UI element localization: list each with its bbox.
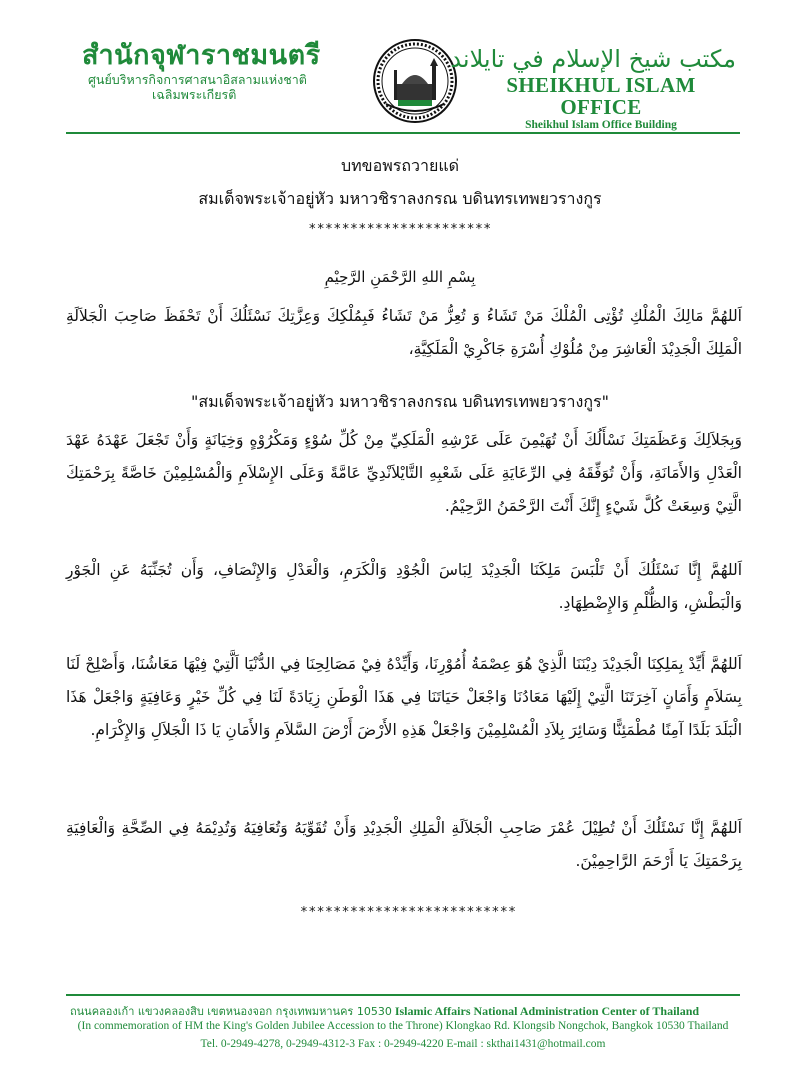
header-divider bbox=[66, 132, 740, 134]
footer-center-name: Islamic Affairs National Administration Center of Thailand bbox=[394, 1004, 700, 1018]
english-office-title: SHEIKHUL ISLAM OFFICE bbox=[506, 73, 696, 119]
prayer-paragraph-1: اَللهُمَّ مَالِكَ الْمُلْكِ تُؤْتِى الْمُلْكَ مَنْ تَشَاءُ وَ تُعِزُّ مَنْ تَشَاءُ فَبِمُلْكِكَ وَعِزَّتِكَ نَسْئَلُكَ أَنْ تَحْفَظَ صَاحِبَ الْجَلاَلَةِ الْمَلِكَ الْجَدِيْدَ الْعَاشِرَ مِنْ مُلُوْكِ أُسْرَةِ جَاكْرِيْ الْمَلَكِيَّةِ، bbox=[66, 307, 742, 358]
thai-letterhead bbox=[82, 40, 372, 102]
thai-office-subtitle-2: เฉลิมพระเกียรติ bbox=[152, 87, 237, 102]
arabic-office-title: مكتب شيخ الإسلام في تايلاند bbox=[450, 45, 736, 73]
king-name-line: "สมเด็จพระเจ้าอยู่หัว มหาวชิราลงกรณ บดินทรเทพยวรางกูร" bbox=[191, 392, 609, 411]
stars-divider-bottom: ************************** bbox=[300, 905, 517, 920]
footer-commemoration: (In commemoration of HM the King's Golden Jubilee Accession to the Throne) Klongkao Rd. Klongsib Nongchok, Bangkok 10530 Thailand bbox=[77, 1020, 729, 1032]
prayer-paragraph-5: اَللهُمَّ إِنَّا نَسْئَلُكَ أَنْ تُطِيْلَ عُمْرَ صَاحِبِ الْجَلاَلَةِ الْمَلِكِ الْجَدِيْدِ وَأَنْ تُقَوِّيَهُ وَتُعَافِيَهُ وَتُدِيْمَهُ فِي الصِّحَّةِ وَالْعَافِيَةِ بِرَحْمَتِكَ يَا أَرْحَمَ الرَّاحِمِيْنَ. bbox=[66, 819, 742, 870]
arabic-english-letterhead bbox=[450, 44, 736, 132]
mosque-seal-icon bbox=[372, 38, 458, 124]
footer-address-line bbox=[70, 1002, 736, 1020]
prayer-paragraph-3: اَللهُمَّ إِنَّا نَسْئَلُكَ أَنْ تَلْبَسَ مَلِكَنَا الْجَدِيْدَ لِبَاسَ الْجُوْدِ وَالْكَرَمِ، وَالْعَدْلِ وَالإِنْصَافِ، وَأَن تُجَنِّبَهُ عَنِ الْجَوْرِ وَالْبَطْشِ، وَالظُّلْمِ وَالإِضْطِهَادِ. bbox=[66, 561, 742, 612]
basmala: بِسْمِ اللهِ الرَّحْمَنِ الرَّحِيْمِ bbox=[324, 268, 476, 286]
thai-office-subtitle-1: ศูนย์บริหารกิจการศาสนาอิสลามแห่งชาติ bbox=[88, 72, 307, 87]
heading-line-1: บทขอพรถวายแด่ bbox=[340, 156, 460, 175]
thai-office-title: สำนักจุฬาราชมนตรี bbox=[82, 40, 321, 71]
footer-contact: Tel. 0-2949-4278, 0-2949-4312-3 Fax : 0-2949-4220 E-mail : skthai1431@hotmail.com bbox=[200, 1038, 606, 1050]
stars-divider-top: ********************** bbox=[308, 222, 492, 237]
footer-thai-address: ถนนคลองเก้า แขวงคลองสิบ เขตหนองจอก กรุงเทพมหานคร 10530 bbox=[70, 1005, 392, 1018]
prayer-paragraph-4: اَللهُمَّ أَيِّدْ بِمَلِكِنَا الْجَدِيْدَ دِيْنَنَا الَّذِيْ هُوَ عِصْمَةُ أُمُوْرِنَا، وَأَيِّدْهُ فِيْ مَصَالِحِنَا فِي الدُّنْيَا اَلَّتِيْ فِيْهَا مَعَاشُنَا، وَأَصْلِحْ لَنَا بِسَلاَمٍ وَأَمَانٍ آخِرَتَنَا الَّتِيْ إِلَيْهَا مَعَادُنَا وَاجْعَلْ حَيَاتَنَا فِي هَذَا الْوَطَنِ زِيَادَةً لَنَا فِي كُلِّ خَيْرٍ وَعَافِيَةٍ وَاجْعَلْ هَذَا الْبَلَدَ بَلَدًا آمِنًا مُطْمَئِنًّا وَسَائِرَ بِلاَدِ الْمُسْلِمِيْنَ وَاجْعَلْ هَذِهِ الأَرْضَ أَرْضَ السَّلاَمِ وَالأَمَانِ يَا ذَا الْجَلاَلِ وَالإِكْرَامِ. bbox=[66, 655, 742, 739]
english-office-subtitle: Sheikhul Islam Office Building bbox=[525, 119, 677, 131]
footer-divider bbox=[66, 994, 740, 996]
prayer-paragraph-2: وَبِجَلاَلِكَ وَعَظَمَتِكَ نَسْأَلُكَ أَنْ تُهَيْمِنَ عَلَى عَرْشِهِ الْمَلَكِيِّ مِنْ كُلِّ سُوْءٍ وَمَكْرُوْهٍ وَخِيَانَةٍ وَأَنْ تَجْعَلَ عَهْدَهُ عَهْدَ الْعَدْلِ وَالأَمَانَةِ، وَأَنْ تُوَفِّقَهُ فِي الرِّعَايَةِ عَلَى شَعْبِهِ التَّايْلاَنْدِيِّ عَامَّةً وَعَلَى الإِسْلاَمِ وَالْمُسْلِمِيْنَ خَاصَّةً بِرَحْمَتِكَ الَّتِيْ وَسِعَتْ كُلَّ شَيْءٍ إِنَّكَ أَنْتَ الرَّحْمَنُ الرَّحِيْمُ. bbox=[66, 431, 742, 515]
heading-line-2: สมเด็จพระเจ้าอยู่หัว มหาวชิราลงกรณ บดินทรเทพยวรางกูร bbox=[198, 189, 602, 208]
